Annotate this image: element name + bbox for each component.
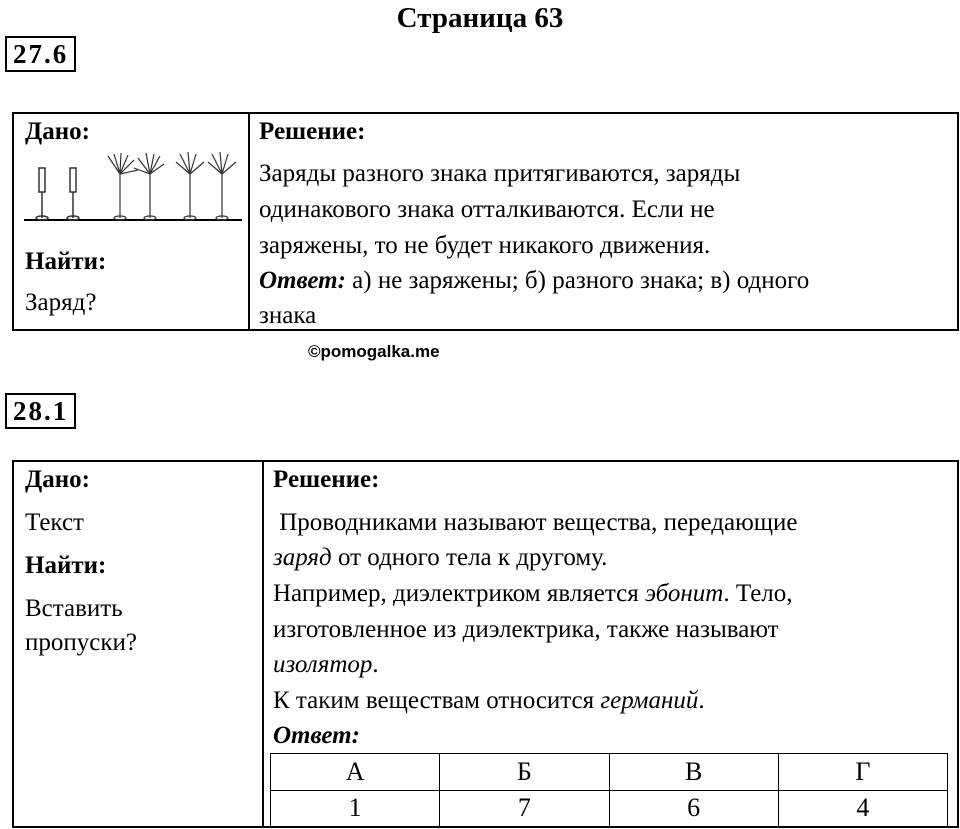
italic-term: эбонит [644, 580, 724, 607]
solution-line-1: Заряды разного знака притягиваются, заряды [259, 160, 741, 187]
text-span: . Тело, [723, 580, 793, 607]
find-label: Найти: [25, 552, 107, 579]
watermark: ©pomogalka.me [308, 342, 440, 361]
table-divider [262, 462, 264, 826]
solution-line-4: изготовленное из диэлектрика, также называют [273, 616, 779, 643]
page-title: Страница 63 [396, 2, 564, 34]
answer-text: а) не заряжены; б) разного знака; в) одного [345, 267, 810, 294]
task-number-27-6: 27.6 [5, 36, 76, 72]
given-label: Дано: [25, 466, 90, 493]
given-text: Текст [25, 509, 84, 536]
answer-label: Ответ: [273, 722, 360, 749]
answer-table [270, 753, 948, 827]
text-span: от одного тела к другому. [331, 544, 608, 571]
task-number-28-1: 28.1 [5, 393, 76, 429]
solution-line-3: заряжены, то не будет никакого движения. [259, 232, 711, 259]
table-cell: 6 [609, 790, 778, 827]
table-header-cell: Б [440, 754, 609, 791]
solution-line-3 [273, 576, 793, 611]
find-label: Найти: [25, 248, 107, 275]
italic-term: заряд [273, 544, 332, 571]
table-cell: 1 [271, 790, 440, 827]
table-header-cell: А [271, 754, 440, 791]
given-label: Дано: [25, 118, 90, 145]
solution-line-2 [273, 540, 607, 575]
solution-line-6 [273, 683, 705, 718]
table-row [271, 790, 948, 827]
table-divider [248, 114, 250, 329]
answer-line-2: знака [259, 302, 317, 329]
solution-label: Решение: [259, 118, 366, 145]
electroscope-illustration [22, 152, 244, 230]
text-span: . [698, 687, 705, 714]
table-row [271, 754, 948, 791]
table-cell: 4 [778, 790, 947, 827]
find-line-1: Вставить [25, 595, 123, 622]
table-header-cell: Г [778, 754, 947, 791]
find-line-2: пропуски? [25, 629, 137, 656]
italic-term: изолятор [273, 651, 373, 678]
table-header-cell: В [609, 754, 778, 791]
italic-term: германий [600, 687, 699, 714]
solution-line-2: одинакового знака отталкиваются. Если не [259, 196, 715, 223]
solution-line-5 [273, 647, 379, 682]
answer-line [259, 263, 809, 298]
table-cell: 7 [440, 790, 609, 827]
text-span: Например, диэлектриком является [273, 580, 645, 607]
answer-label: Ответ: [259, 267, 346, 294]
find-text: Заряд? [25, 289, 97, 316]
solution-line-1: Проводниками называют вещества, передающие [273, 509, 798, 536]
text-span: К таким веществам относится [273, 687, 601, 714]
solution-label: Решение: [273, 466, 380, 493]
text-span: . [372, 651, 379, 678]
